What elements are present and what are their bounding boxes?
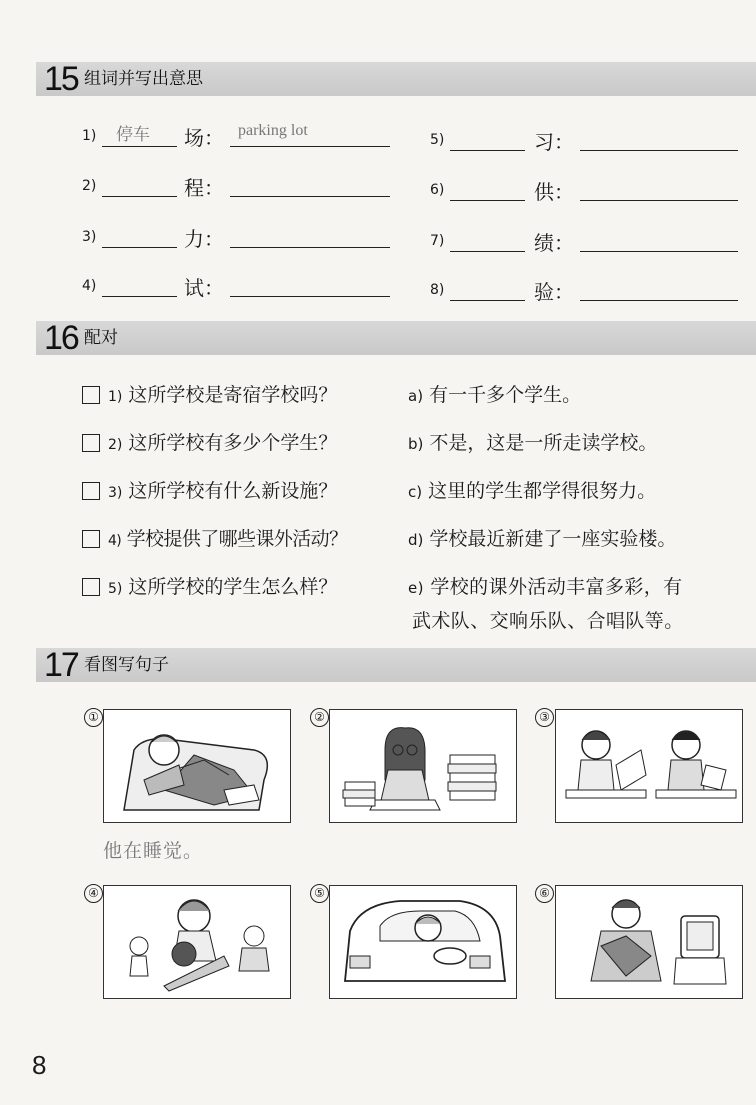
picture-number: ① bbox=[84, 708, 103, 727]
section-17-number: 17 bbox=[44, 646, 78, 684]
handwritten-meaning: parking lot bbox=[238, 122, 308, 139]
given-character: 验： bbox=[534, 280, 574, 304]
meaning-blank[interactable] bbox=[580, 227, 738, 252]
answer-checkbox[interactable] bbox=[82, 578, 100, 596]
word-blank[interactable] bbox=[450, 227, 525, 252]
meaning-blank[interactable] bbox=[580, 176, 738, 201]
meaning-blank[interactable] bbox=[580, 276, 738, 301]
answer-checkbox[interactable] bbox=[82, 482, 100, 500]
section-15-title: 组词并写出意思 bbox=[84, 69, 203, 89]
students-writing-picture bbox=[555, 709, 743, 823]
given-character: 试： bbox=[184, 276, 224, 300]
picture-number: ② bbox=[310, 708, 329, 727]
answer-text-continued: 武术队、交响乐队、合唱队等。 bbox=[412, 610, 684, 632]
section-17-title: 看图写句子 bbox=[84, 655, 169, 675]
example-answer: 他在睡觉。 bbox=[103, 840, 204, 862]
picture-number: ③ bbox=[535, 708, 554, 727]
word-blank[interactable] bbox=[102, 172, 177, 197]
match-row-3 bbox=[82, 476, 752, 510]
question-text: 5) 这所学校的学生怎么样？ bbox=[108, 576, 338, 598]
item-number: 3) bbox=[82, 229, 97, 245]
watching-tv-picture bbox=[555, 885, 743, 999]
answer-text: d) 学校最近新建了一座实验楼。 bbox=[408, 528, 677, 550]
item-number: 8) bbox=[430, 282, 445, 298]
picture-number: ⑥ bbox=[535, 884, 554, 903]
page-number: 8 bbox=[32, 1050, 47, 1080]
section-16-number: 16 bbox=[44, 319, 78, 357]
given-character: 绩： bbox=[534, 231, 574, 255]
item-number: 7) bbox=[430, 233, 445, 249]
word-item-7 bbox=[430, 227, 750, 257]
answer-checkbox[interactable] bbox=[82, 530, 100, 548]
answer-text: c) 这里的学生都学得很努力。 bbox=[408, 480, 657, 502]
driving-car-picture bbox=[329, 885, 517, 999]
word-item-6 bbox=[430, 176, 750, 206]
picture-number: ⑤ bbox=[310, 884, 329, 903]
question-text: 2) 这所学校有多少个学生？ bbox=[108, 432, 338, 454]
answer-text: e) 学校的课外活动丰富多彩，有 bbox=[408, 576, 683, 598]
meaning-blank[interactable] bbox=[230, 172, 390, 197]
item-number: 5) bbox=[430, 132, 445, 148]
section-16-title: 配对 bbox=[84, 328, 118, 348]
sleeping-person-picture bbox=[103, 709, 291, 823]
answer-checkbox[interactable] bbox=[82, 386, 100, 404]
word-blank[interactable] bbox=[450, 276, 525, 301]
word-item-3 bbox=[82, 223, 402, 253]
section-15-number: 15 bbox=[44, 60, 78, 98]
match-row-1 bbox=[82, 380, 752, 414]
answer-text: b) 不是，这是一所走读学校。 bbox=[408, 432, 658, 454]
section-16-header bbox=[36, 321, 756, 355]
word-item-1 bbox=[82, 122, 402, 152]
given-character: 场： bbox=[184, 126, 224, 150]
given-character: 习： bbox=[534, 130, 574, 154]
match-row-5 bbox=[82, 572, 752, 636]
answer-text: a) 有一千多个学生。 bbox=[408, 384, 582, 406]
answer-checkbox[interactable] bbox=[82, 434, 100, 452]
meaning-blank[interactable] bbox=[580, 126, 738, 151]
meaning-blank[interactable] bbox=[230, 223, 390, 248]
given-character: 程： bbox=[184, 176, 224, 200]
question-text: 4) 学校提供了哪些课外活动？ bbox=[108, 528, 348, 550]
word-item-2 bbox=[82, 172, 402, 202]
word-item-8 bbox=[430, 276, 750, 306]
word-item-4 bbox=[82, 272, 402, 302]
item-number: 2) bbox=[82, 178, 97, 194]
match-row-2 bbox=[82, 428, 752, 462]
word-blank[interactable] bbox=[102, 272, 177, 297]
studying-with-books-picture bbox=[329, 709, 517, 823]
question-text: 3) 这所学校有什么新设施？ bbox=[108, 480, 338, 502]
word-blank[interactable] bbox=[102, 223, 177, 248]
given-character: 力： bbox=[184, 227, 224, 251]
item-number: 4) bbox=[82, 278, 97, 294]
item-number: 1) bbox=[82, 128, 97, 144]
handwritten-word: 停车 bbox=[116, 125, 150, 145]
given-character: 供： bbox=[534, 180, 574, 204]
playing-ball-picture bbox=[103, 885, 291, 999]
word-blank[interactable] bbox=[450, 126, 525, 151]
word-blank[interactable] bbox=[450, 176, 525, 201]
word-item-5 bbox=[430, 126, 750, 156]
meaning-blank[interactable] bbox=[230, 272, 390, 297]
picture-number: ④ bbox=[84, 884, 103, 903]
question-text: 1) 这所学校是寄宿学校吗？ bbox=[108, 384, 338, 406]
item-number: 6) bbox=[430, 182, 445, 198]
match-row-4 bbox=[82, 524, 752, 558]
